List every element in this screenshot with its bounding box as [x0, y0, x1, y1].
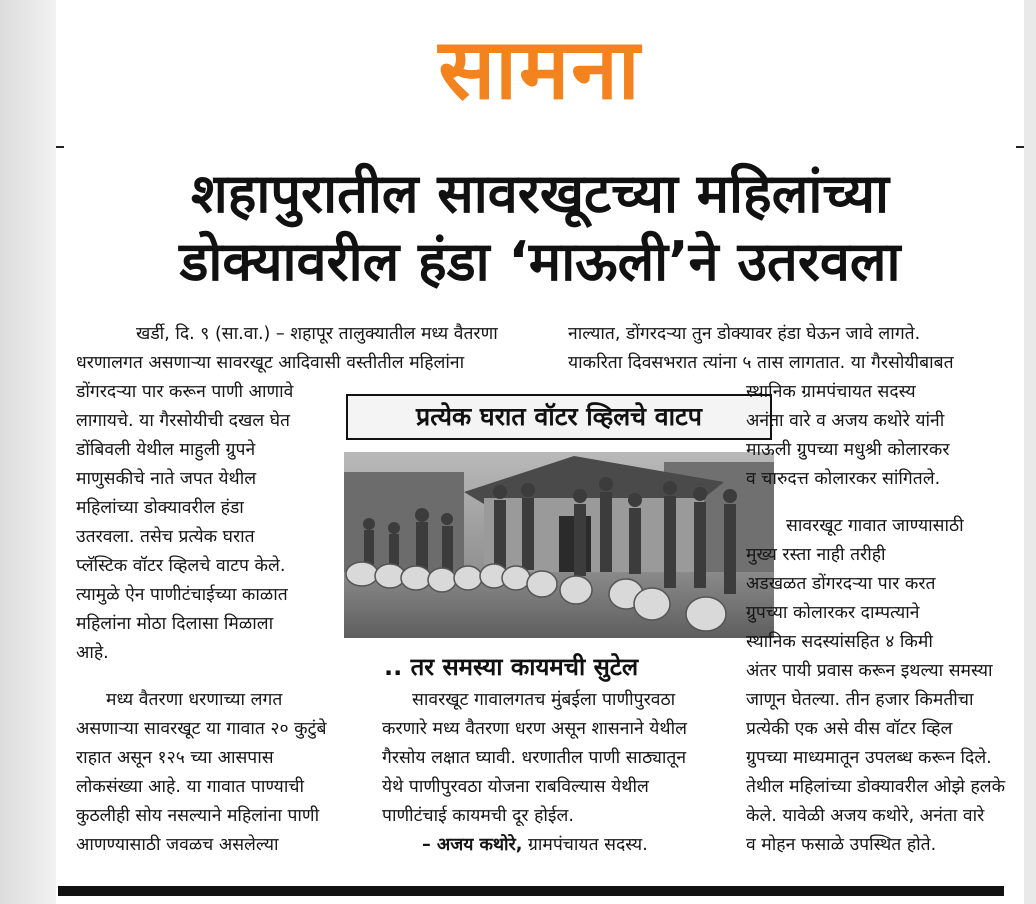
headline-line-2: डोक्यावरील हंडा ‘माऊली’ने उतरवला	[179, 230, 901, 293]
text-line: डोंगरदऱ्या पार करून पाणी आणावे	[76, 382, 294, 402]
text-line: नाल्यात, डोंगरदऱ्या तुन डोक्यावर हंडा घेऊन जावे लागते.	[568, 324, 921, 344]
text-line: मध्य वैतरणा धरणाच्या लगत	[106, 690, 283, 710]
text-line: त्यामुळे ऐन पाणीटंचाईच्या काळात	[76, 585, 288, 605]
masthead-logo: सामना	[438, 20, 642, 118]
text-line: राहात असून १२५ च्या आसपास	[76, 748, 274, 768]
text-line: उतरवला. तसेच प्रत्येक घरात	[76, 527, 255, 547]
text-line: डोंबिवली येथील माहुली ग्रुपने	[76, 440, 256, 460]
text-line: करणारे मध्य वैतरणा धरण असून शासनाने येथील	[382, 719, 687, 739]
text-line: आहे.	[76, 643, 109, 663]
text-line: येथे पाणीपुरवठा योजना राबविल्यास येथील	[382, 777, 649, 797]
article-column-left-bottom	[76, 686, 366, 860]
article-intro-left	[76, 320, 556, 378]
newspaper-clipping	[56, 0, 1024, 904]
text-line: स्थानिक ग्रामपंचायत सदस्य	[746, 382, 916, 402]
text-line: सावरखूट गावात जाण्यासाठी	[786, 516, 964, 536]
text-line: अडखळत डोंगरदऱ्या पार करत	[746, 574, 936, 594]
text-line: व चारुदत्त कोलारकर सांगितले.	[746, 469, 941, 489]
text-line: अंतर पायी प्रवास करून इथल्या समस्या	[746, 661, 993, 681]
text-line: याकरिता दिवसभरात त्यांना ५ तास लागतात. या गैरसोयीबाबत	[568, 353, 954, 373]
text-line: ग्रुपच्या कोलारकर दाम्पत्याने	[746, 603, 920, 623]
text-line: महिलांना मोठा दिलासा मिळाला	[76, 614, 274, 634]
inset-quote-column	[382, 686, 752, 860]
photo-illustration	[344, 452, 774, 638]
text-line: अनंता वारे व अजय कथोरे यांनी	[746, 411, 945, 431]
article-intro-right	[568, 320, 1028, 378]
byline-role: ग्रामपंचायत सदस्य.	[527, 835, 648, 855]
text-line: माऊली ग्रुपच्या मधुश्री कोलारकर	[746, 440, 950, 460]
text-line: गैरसोय लक्षात घ्यावी. धरणातील पाणी साठ्यातून	[382, 748, 687, 768]
inset-title-box: प्रत्येक घरात वॉटर व्हिलचे वाटप	[346, 394, 772, 440]
text-line: खर्डी, दि. ९ (सा.वा.) – शहापूर तालुक्यातील मध्य वैतरणा	[136, 324, 498, 344]
text-line: ग्रुपच्या माध्यमातून उपलब्ध करून दिले.	[746, 748, 992, 768]
text-line: लोकसंख्या आहे. या गावात पाण्याची	[76, 777, 304, 797]
text-line: असणाऱ्या सावरखूट या गावात २० कुटुंबे	[76, 719, 327, 739]
page-edge-shadow	[0, 0, 56, 904]
text-line: स्थानिक सदस्यांसहित ४ किमी	[746, 632, 933, 652]
text-line: लागायचे. या गैरसोयीची दखल घेत	[76, 411, 291, 431]
text-line: प्रत्येकी एक असे वीस वॉटर व्हिल	[746, 719, 953, 739]
headline	[56, 160, 1024, 296]
byline-name: – अजय कथोरे,	[422, 835, 523, 855]
byline	[382, 831, 752, 860]
bottom-rule	[58, 886, 1004, 896]
article-column-right	[746, 378, 1016, 494]
inset-subheading: .. तर समस्या कायमची सुटेल	[384, 653, 639, 681]
article-column-right-continued	[746, 512, 1016, 860]
text-line: धरणालगत असणाऱ्या सावरखूट आदिवासी वस्तीतील महिलांना	[76, 353, 465, 373]
text-line: व मोहन फसाळे उपस्थित होते.	[746, 835, 937, 855]
text-line: सावरखूट गावालगतच मुंबईला पाणीपुरवठा	[412, 690, 676, 710]
text-line: कुठलीही सोय नसल्याने महिलांना पाणी	[76, 806, 320, 826]
text-line: पाणीटंचाई कायमची दूर होईल.	[382, 806, 574, 826]
text-line: माणुसकीचे नाते जपत येथील	[76, 469, 257, 489]
news-photo	[344, 452, 774, 638]
text-line: प्लॅस्टिक वॉटर व्हिलचे वाटप केले.	[76, 556, 286, 576]
article-column-left	[76, 378, 336, 668]
text-line: मुख्य रस्ता नाही तरीही	[746, 545, 886, 565]
headline-line-1: शहापुरातील सावरखूटच्या महिलांच्या	[190, 162, 890, 225]
crop-mark-left	[56, 146, 64, 148]
text-line: जाणून घेतल्या. तीन हजार किमतीचा	[746, 690, 974, 710]
text-line: महिलांच्या डोक्यावरील हंडा	[76, 498, 244, 518]
text-line: आणण्यासाठी जवळच असलेल्या	[76, 835, 279, 855]
crop-mark-right	[1016, 146, 1024, 148]
text-line: तेथील महिलांच्या डोक्यावरील ओझे हलके	[746, 777, 1006, 797]
text-line: केले. यावेळी अजय कथोरे, अनंता वारे	[746, 806, 985, 826]
